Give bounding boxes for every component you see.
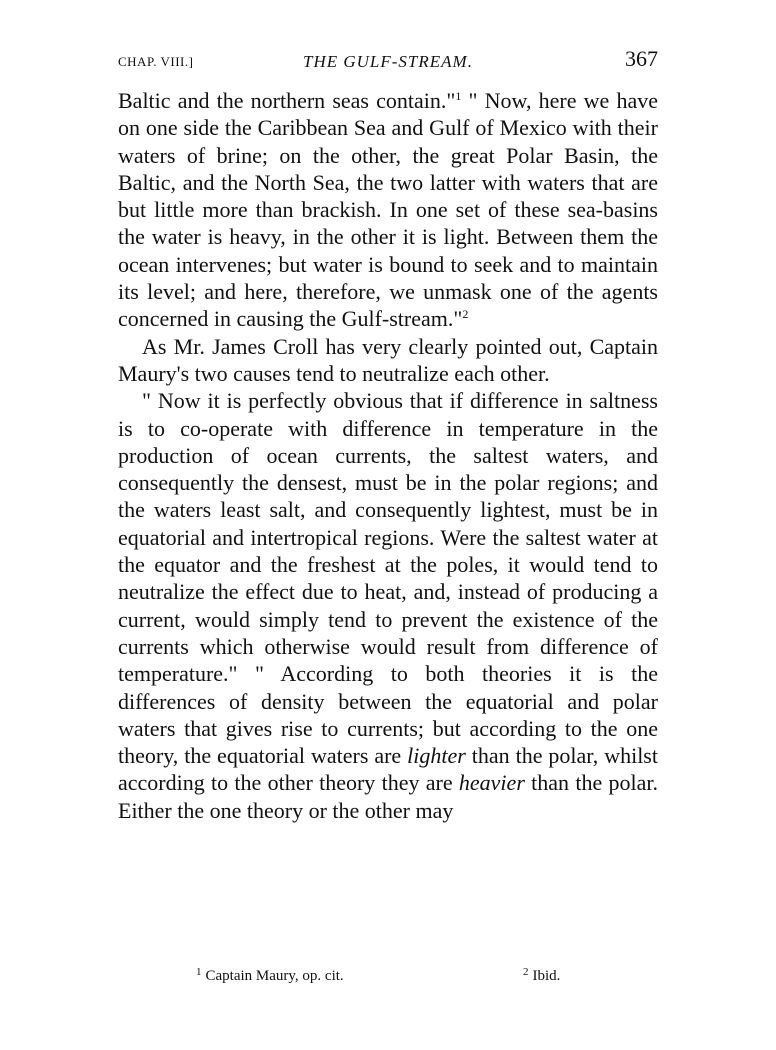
chapter-label: CHAP. VIII.] [118,54,194,69]
italic-lighter: lighter [407,743,466,769]
footnote-1-mark: 1 [196,966,202,978]
paragraph-1 [118,87,658,333]
running-title: THE GULF-STREAM. [303,52,473,71]
page-header [118,44,658,80]
footnote-ref-2: 2 [462,307,469,322]
footnote-1-text: Captain Maury, op. cit. [205,968,344,984]
paragraph-1-start: Baltic and the northern seas contain." [118,88,456,113]
footnote-2 [523,968,560,985]
paragraph-3-middle: than the polar, whilst according to the other theory they are [118,743,658,796]
italic-heavier: heavier [458,770,525,796]
paragraph-3 [118,387,658,824]
footnote-2-text: Ibid. [532,968,561,984]
footnote-1 [196,968,344,985]
page-number: 367 [625,46,658,71]
footnote-ref-1: 1 [455,89,462,103]
paragraph-1-quote: " Now, here we have on one side the Caribbean Sea and Gulf of Mexico with their waters of brine; on the other, the great Polar Basin, the Baltic, and the North Sea, the two latter with waters that are but little more than brackish. In one set of these sea-basins the water is heavy, in the other it is light. Between them the ocean intervenes; but water is bound to seek and to maintain its level; and here, therefore, we unmask one of the agents concerned in causing the Gulf-stream." [118,88,658,332]
footnotes [118,968,658,992]
paragraph-2: As Mr. James Croll has very clearly pointed out, Captain Maury's two causes tend to neutralize each other. [118,333,658,386]
paragraph-3-start: " Now it is perfectly obvious that if difference in saltness is to co-operate with difference in temperature in the production of ocean currents, the saltest waters, and consequently the densest, must be in the polar regions; and the waters least salt, and consequently lightest, must be in equatorial and intertropical regions. Were the saltest water at the equator and the freshest at the poles, it would tend to neutralize the effect due to heat, and, instead of producing a current, would simply tend to prevent the existence of the currents which otherwise would result from difference of temperature." " According to both theories it is the differences of density between the equatorial and polar waters that gives rise to currents; but according to the one theory, the equatorial waters are [118,388,658,769]
body-text [118,87,658,824]
footnote-2-mark: 2 [523,966,529,978]
paragraph-3-end: than the polar. Either the one theory or the other may [118,770,658,823]
